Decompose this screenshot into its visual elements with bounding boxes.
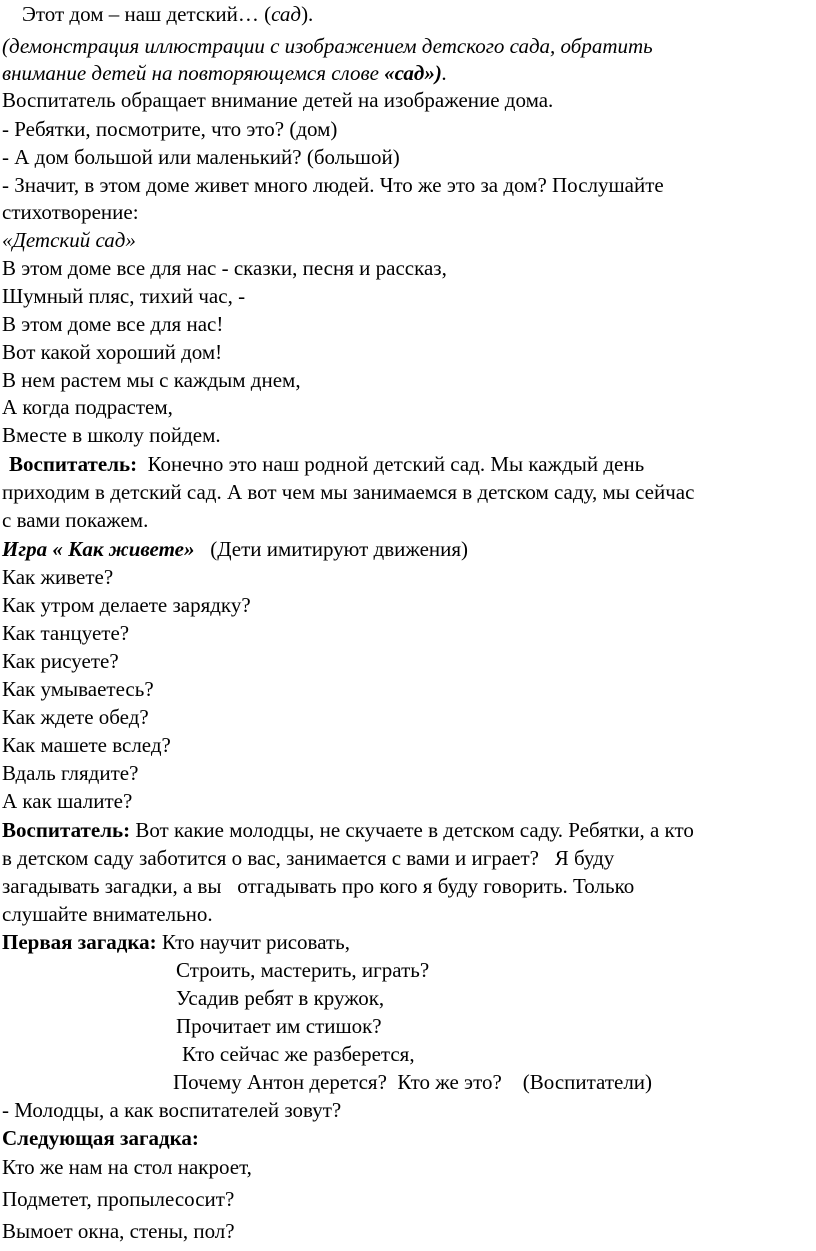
riddle-label: Первая загадка:: [2, 930, 157, 954]
game-line: Как утром делаете зарядку?: [2, 593, 251, 617]
poem-line: В этом доме все для нас - сказки, песня и рассказ,: [2, 256, 447, 280]
intro-note-end: .: [441, 61, 448, 85]
poem-line: А когда подрастем,: [2, 395, 173, 419]
intro-note-line-1: (демонстрация иллюстрации с изображением детского сада, обратить: [2, 34, 653, 58]
intro-paragraph-1: Воспитатель обращает внимание детей на изображение дома.: [2, 88, 554, 112]
game-line: Вдаль глядите?: [2, 761, 139, 785]
teacher-remark-text: Конечно это наш родной детский сад. Мы каждый день: [137, 452, 645, 476]
teacher-remark-2-line-3: загадывать загадки, а вы отгадывать про кого я буду говорить. Только: [2, 874, 635, 898]
game-line: А как шалите?: [2, 789, 133, 813]
intro-title-answer: сад: [271, 2, 302, 26]
riddle-line: Вымоет окна, стены, пол?: [2, 1219, 235, 1243]
teacher-remark-1-line-1: [9, 451, 644, 478]
intro-title: [22, 1, 313, 28]
poem-line: В этом доме все для нас!: [2, 312, 224, 336]
game-note: (Дети имитируют движения): [194, 537, 469, 561]
poem-line: Вместе в школу пойдем.: [2, 423, 221, 447]
riddle-1-followup: - Молодцы, а как воспитателей зовут?: [2, 1098, 342, 1122]
riddle-line: Почему Антон дерется? Кто же это? (Воспитатели): [173, 1070, 653, 1094]
game-heading: [2, 536, 468, 563]
riddle-line: Кто научит рисовать,: [156, 930, 350, 954]
riddle-line: Усадив ребят в кружок,: [176, 986, 385, 1010]
teacher-remark-1-line-2: приходим в детский сад. А вот чем мы занимаемся в детском саду, мы сейчас: [2, 480, 695, 504]
teacher-remark-2-line-2: в детском саду заботится о вас, занимается с вами и играет? Я буду: [2, 846, 615, 870]
intro-paragraph-5: стихотворение:: [2, 200, 139, 224]
teacher-remark-2-line-4: слушайте внимательно.: [2, 902, 213, 926]
teacher-remark-2-line-1: [2, 817, 694, 844]
riddle-line: Кто сейчас же разберется,: [182, 1042, 415, 1066]
game-line: Как машете вслед?: [2, 733, 171, 757]
riddle-line: Кто же нам на стол накроет,: [2, 1155, 252, 1179]
game-title: Игра « Как живете»: [2, 537, 195, 561]
teacher-label: Воспитатель:: [9, 452, 138, 476]
game-line: Как умываетесь?: [2, 677, 154, 701]
intro-note-text: внимание детей на повторяющемся слове: [2, 61, 385, 85]
teacher-remark-text: Вот какие молодцы, не скучаете в детском саду. Ребятки, а кто: [130, 818, 694, 842]
teacher-remark-1-line-3: с вами покажем.: [2, 508, 149, 532]
riddle-2-heading: Следующая загадка:: [2, 1126, 199, 1150]
game-line: Как живете?: [2, 565, 114, 589]
game-line: Как ждете обед?: [2, 705, 149, 729]
intro-title-text: Этот дом – наш детский… (: [22, 2, 272, 26]
intro-paragraph-4: - Значит, в этом доме живет много людей. Что же это за дом? Послушайте: [2, 173, 664, 197]
riddle-line: Подметет, пропылесосит?: [2, 1187, 235, 1211]
poem-title: «Детский сад»: [2, 228, 136, 252]
intro-title-end: ).: [301, 2, 314, 26]
poem-line: В нем растем мы с каждым днем,: [2, 368, 301, 392]
riddle-1-heading: [2, 929, 350, 956]
intro-note-keyword: «сад»): [384, 61, 442, 85]
teacher-label: Воспитатель:: [2, 818, 131, 842]
poem-line: Шумный пляс, тихий час, -: [2, 284, 246, 308]
intro-paragraph-3: - А дом большой или маленький? (большой): [2, 145, 400, 169]
riddle-line: Строить, мастерить, играть?: [176, 958, 430, 982]
intro-note-line-2: [2, 60, 447, 87]
poem-line: Вот какой хороший дом!: [2, 340, 223, 364]
riddle-line: Прочитает им стишок?: [176, 1014, 382, 1038]
game-line: Как рисуете?: [2, 649, 119, 673]
intro-paragraph-2: - Ребятки, посмотрите, что это? (дом): [2, 117, 338, 141]
game-line: Как танцуете?: [2, 621, 130, 645]
